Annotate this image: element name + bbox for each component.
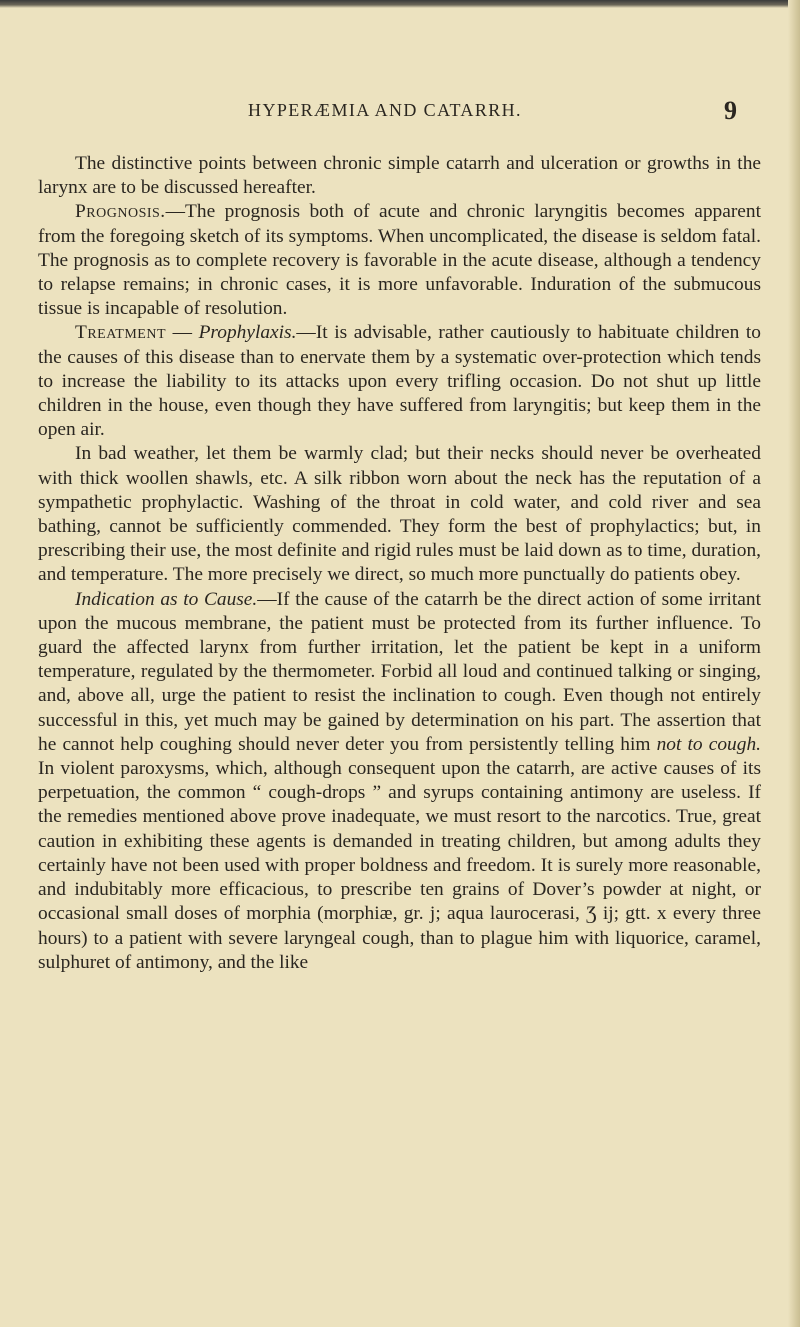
paragraph-distinctive-points [38,152,761,200]
section-heading-treatment: Treatment [75,322,167,344]
paragraph-indication-cause [38,588,761,975]
paragraph-text: In bad weather, let them be warmly clad; but their necks should never be overheated with thick woollen shawls, etc. A silk ribbon worn about the neck has the reputation of a sympathetic prophylactic. Washing of the throat in cold water, and cold river and sea bathing, cannot be sufficiently commended. They form the best of prophylactics; but, in prescribing their use, the most definite and rigid rules must be laid down as to time, duration, and temperature. The more precisely we direct, so much more punctually do patients obey. [38,443,761,586]
paragraph-text: —The prognosis both of acute and chronic laryngitis becomes apparent from the foregoing sketch of its symptoms. When uncomplicated, the disease is seldom fatal. The prognosis as to complete recovery is favorable in the acute disease, although a tendency to relapse remains; in chronic cases, it is more unfavorable. Induration of the submucous tissue is incapable of resolution. [38,201,761,320]
section-heading-prognosis: Prognosis. [75,201,166,223]
paragraph-text: —It is advisable, rather cautiously to habituate children to the causes of this disease than to enervate them by a systematic over-protection which tends to increase the liability to its attacks upon every trifling occasion. Do not shut up little children in the house, even though they have suffered from laryngitis; but keep them in the open air. [38,322,761,441]
paragraph-text: —If the cause of the catarrh be the direct action of some irritant upon the mucous membrane, the patient must be protected from its further influence. To guard the affected larynx from further irritation, let the patient be kept in a uniform temperature, regulated by the thermometer. Forbid all loud and continued talking or singing, and, above all, urge the patient to resist the inclination to cough. Even though not entirely successful in this, yet much may be gained by determination on his part. The assertion that he cannot help coughing should never deter you from persistently telling him [38,588,761,755]
running-head-title: HYPERÆMIA AND CATARRH. [248,100,522,120]
body-text [38,152,761,975]
paragraph-treatment [38,321,761,442]
heading-separator: — [166,322,199,344]
paragraph-text-continued: In violent paroxysms, which, although consequent upon the catarrh, are active causes of its perpetuation, the common “ cough-drops ” and syrups containing antimony are useless. If the remedies mentioned above prove inadequate, we must resort to the narcotics. True, great caution in exhibiting these agents is demanded in treating children, but among adults they certainly have not been used with proper boldness and freedom. It is surely more reasonable, and indubitably more efficacious, to prescribe ten grains of Dover’s powder at night, or occasional small doses of morphia (morphiæ, gr. j; aqua laurocerasi, Ʒ ij; gtt. x every three hours) to a patient with severe laryngeal cough, than to plague him with liquorice, caramel, sulphuret of antimony, and the like [38,758,761,973]
running-head [0,96,800,130]
paragraph-bad-weather [38,442,761,587]
emphasis-not-to-cough: not to cough. [656,733,761,755]
paragraph-prognosis [38,200,761,321]
page-top-edge [0,0,800,8]
page-number: 9 [724,96,737,125]
page-right-edge [788,0,800,1327]
paragraph-text: The distinctive points between chronic simple catarrh and ulceration or growths in the larynx are to be discussed hereafter. [38,153,761,199]
subheading-prophylaxis: Prophylaxis. [198,322,297,344]
subheading-indication-cause: Indication as to Cause. [75,588,258,610]
